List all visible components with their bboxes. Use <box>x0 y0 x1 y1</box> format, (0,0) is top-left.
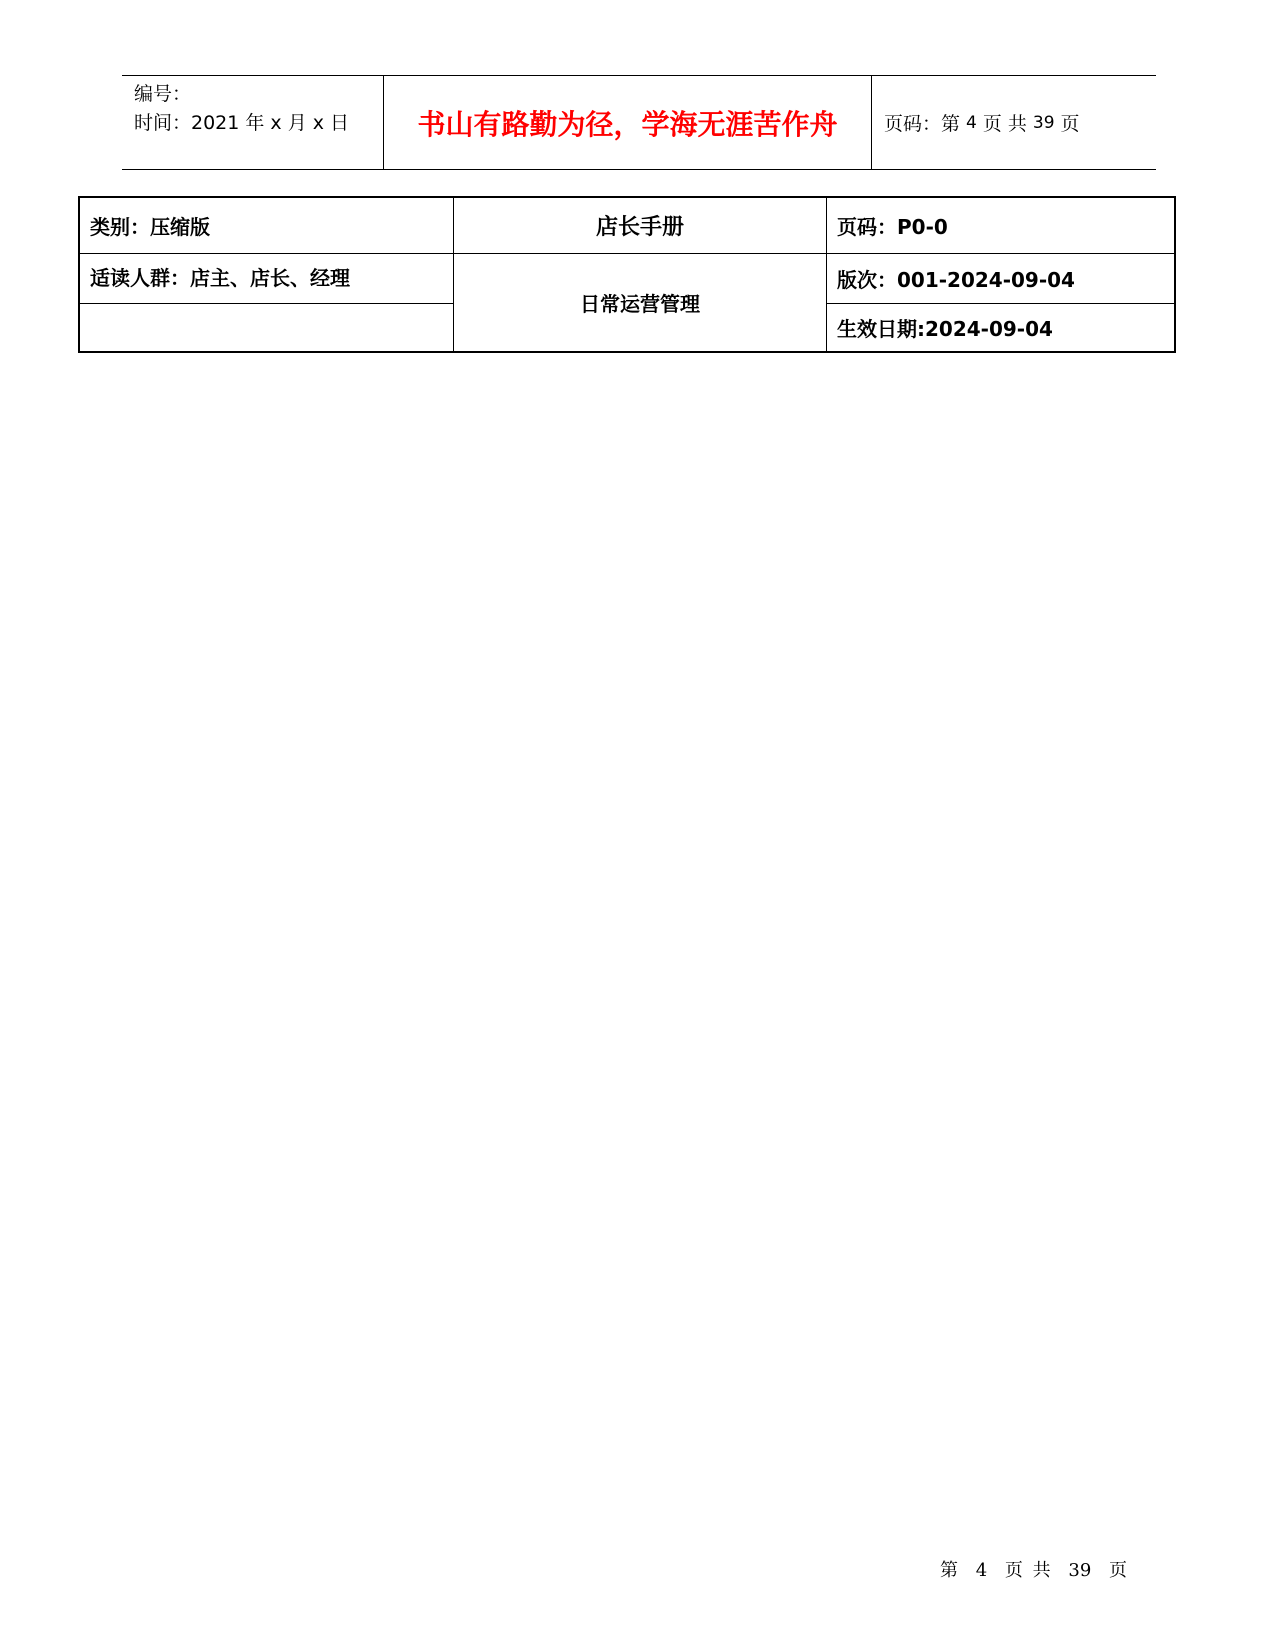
footer-mid: 页 共 <box>1004 1560 1051 1581</box>
footer-prefix: 第 <box>940 1560 958 1581</box>
header-page-indicator <box>872 76 1156 169</box>
header-page-prefix: 页码：第 <box>884 113 961 135</box>
document-number-label: 编号： <box>134 83 192 105</box>
header-page-current: 4 <box>966 112 977 133</box>
page-header <box>122 75 1156 170</box>
header-page-suffix: 页 <box>1060 113 1080 135</box>
effective-date-cell: 生效日期:2024-09-04 <box>837 317 1053 341</box>
version-cell: 版次：001-2024-09-04 <box>827 254 1174 304</box>
page-footer <box>940 1556 1135 1582</box>
audience-cell: 适读人群：店主、店长、经理 <box>80 254 454 304</box>
footer-suffix: 页 <box>1109 1560 1128 1581</box>
header-page-mid: 页 共 <box>982 113 1027 135</box>
document-date: 时间：2021 年 x 月 x 日 <box>134 112 350 134</box>
footer-page-total: 39 <box>1068 1560 1092 1581</box>
page-code-cell: 页码：P0-0 <box>827 198 1174 254</box>
section-title-cell: 日常运营管理 <box>454 254 827 351</box>
document-info-table <box>78 196 1176 353</box>
header-motto: 书山有路勤为径，学海无涯苦作舟 <box>384 76 872 169</box>
manual-title-cell: 店长手册 <box>454 198 827 254</box>
category-cell: 类别：压缩版 <box>80 198 454 254</box>
empty-cell <box>80 304 454 351</box>
header-page-total: 39 <box>1032 112 1055 133</box>
footer-page-current: 4 <box>975 1560 988 1581</box>
header-meta <box>122 76 384 169</box>
